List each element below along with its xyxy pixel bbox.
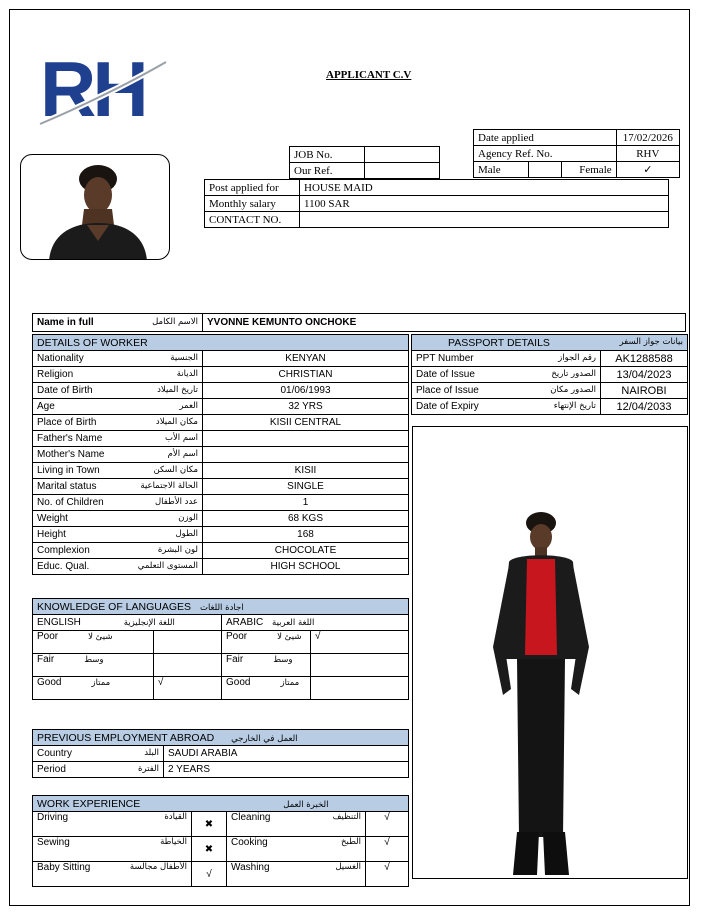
language-level-row (33, 654, 409, 677)
detail-value: KISII (294, 465, 317, 476)
passport-label-ar: رقم الجواز (558, 353, 596, 363)
level-label-2: Fair (226, 654, 244, 665)
arabic-mark-cell (311, 654, 409, 677)
passport-label-cell (412, 367, 601, 383)
detail-label: Date of Birth (37, 385, 93, 396)
experience-header: WORK EXPERIENCE (37, 797, 141, 810)
detail-label-ar: تاريخ الميلاد (157, 385, 198, 395)
level-label-ar: ممتاز (91, 678, 111, 688)
passport-value-cell (601, 383, 688, 399)
period-label-ar: الفترة (138, 764, 159, 774)
detail-label-cell (33, 447, 203, 463)
skill-label: Sewing (37, 837, 70, 848)
detail-value-cell (203, 447, 409, 463)
detail-label-ar: اسم الأب (164, 433, 198, 443)
details-row (33, 351, 409, 367)
document-title: APPLICANT C.V (326, 69, 412, 81)
skill-left-mark (192, 812, 227, 837)
detail-value: SINGLE (287, 481, 324, 492)
language-level-row (33, 631, 409, 654)
detail-value-cell (203, 479, 409, 495)
skill-label-ar: الطبخ (341, 837, 361, 847)
company-logo (38, 44, 168, 128)
name-label-ar: الاسم الكامل (152, 317, 198, 327)
details-row (33, 367, 409, 383)
details-header: DETAILS OF WORKER (33, 335, 409, 351)
post-table (204, 179, 669, 228)
detail-label-ar: الطول (175, 529, 198, 539)
arabic-level-cell (222, 654, 311, 677)
detail-label-cell (33, 351, 203, 367)
detail-label-ar: مكان السكن (153, 465, 198, 475)
detail-value-cell (203, 495, 409, 511)
passport-value-cell (601, 351, 688, 367)
passport-label-cell (412, 399, 601, 415)
detail-value: 32 YRS (288, 401, 323, 412)
detail-value: 1 (302, 497, 309, 508)
period-label: Period (37, 764, 66, 775)
skill-mark: √ (384, 862, 390, 873)
previous-header-ar: العمل في الخارجي (231, 733, 298, 744)
passport-label-ar: الصدور مكان (550, 385, 596, 395)
detail-label: Marital status (37, 481, 97, 492)
agency-ref-value: RHV (616, 146, 679, 162)
skill-mark: √ (206, 868, 212, 880)
detail-label-ar: الحالة الاجتماعية (140, 481, 198, 491)
country-label: Country (37, 748, 73, 759)
job-no-label: JOB No. (290, 147, 365, 163)
detail-value-cell (203, 543, 409, 559)
detail-label-ar: مكان الميلاد (155, 417, 198, 427)
skill-right-mark (366, 812, 409, 837)
monthly-salary-label: Monthly salary (205, 196, 300, 212)
male-box (529, 162, 562, 178)
arabic-level-mark: √ (315, 631, 321, 642)
detail-label-cell (33, 399, 203, 415)
passport-value: AK1288588 (615, 352, 673, 365)
skill-label-ar: الخياطة (160, 837, 187, 847)
arabic-level-cell (222, 677, 311, 700)
detail-value-cell (203, 383, 409, 399)
english-level-cell (33, 677, 154, 700)
details-row (33, 431, 409, 447)
passport-label-ar: الصدور تاريخ (551, 369, 596, 379)
period-value: 2 YEARS (164, 762, 409, 778)
skill-right-cell (227, 862, 366, 887)
passport-value: 13/04/2023 (616, 368, 672, 381)
english-mark-cell (153, 654, 221, 677)
level-label-ar: شيئ لا (277, 632, 302, 642)
skill-mark: √ (384, 812, 390, 823)
detail-value: CHRISTIAN (278, 369, 333, 380)
detail-value: 01/06/1993 (280, 385, 331, 396)
english-level-cell (33, 631, 154, 654)
agency-ref-label: Agency Ref. No. (474, 146, 617, 162)
country-value: SAUDI ARABIA (164, 746, 409, 762)
detail-label: Complexion (37, 545, 90, 556)
name-table (32, 313, 686, 332)
level-label-ar: ممتاز (280, 678, 300, 688)
job-ref-table (289, 146, 440, 179)
details-row (33, 511, 409, 527)
applicant-full-photo (412, 426, 688, 879)
date-applied-value: 17/02/2026 (616, 130, 679, 146)
previous-employment-table (32, 729, 409, 778)
detail-value-cell (203, 463, 409, 479)
female-label: Female (562, 162, 617, 178)
our-ref-value (365, 163, 440, 179)
skill-mark: ✖ (204, 818, 214, 830)
skill-label-ar: الغسيل (335, 862, 361, 872)
skill-label: Cooking (231, 837, 268, 848)
passport-value: NAIROBI (621, 384, 667, 397)
passport-value: 12/04/2033 (616, 400, 672, 413)
english-mark-cell (153, 677, 221, 700)
level-label-ar: شيئ لا (88, 632, 113, 642)
detail-label: Age (37, 401, 55, 412)
detail-value: 68 KGS (287, 513, 324, 524)
detail-label-cell (33, 511, 203, 527)
passport-label-cell (412, 351, 601, 367)
level-label: Fair (37, 654, 55, 665)
detail-label-ar: الجنسية (170, 353, 198, 363)
english-level-cell (33, 654, 154, 677)
skill-label-ar: القيادة (164, 812, 187, 822)
detail-label-ar: الوزن (178, 513, 198, 523)
skill-left-cell (33, 812, 192, 837)
detail-value-cell (203, 399, 409, 415)
skill-label: Driving (37, 812, 69, 823)
arabic-label-ar: اللغة العربية (272, 618, 315, 628)
detail-value: HIGH SCHOOL (270, 561, 341, 572)
passport-value-cell (601, 367, 688, 383)
detail-label-cell (33, 527, 203, 543)
passport-label: Place of Issue (416, 385, 479, 396)
detail-label-cell (33, 543, 203, 559)
job-no-value (365, 147, 440, 163)
english-mark-cell (153, 631, 221, 654)
passport-label: Date of Issue (416, 369, 475, 380)
details-row (33, 399, 409, 415)
english-level-mark: √ (157, 677, 164, 688)
detail-label-ar: اسم الأم (167, 449, 198, 459)
applicant-headshot (20, 154, 170, 260)
application-info-table (473, 129, 680, 178)
languages-header: KNOWLEDGE OF LANGUAGES (37, 600, 192, 613)
detail-value-cell (203, 351, 409, 367)
details-row (33, 383, 409, 399)
passport-label: Date of Expiry (416, 401, 479, 412)
passport-value-cell (601, 399, 688, 415)
work-experience-table (32, 795, 409, 887)
detail-value-cell (203, 511, 409, 527)
skill-left-cell (33, 837, 192, 862)
passport-row (412, 367, 688, 383)
arabic-mark-cell (311, 631, 409, 654)
contact-no-value (300, 212, 669, 228)
post-applied-value: HOUSE MAID (300, 180, 669, 196)
level-label: Good (37, 677, 62, 688)
experience-row (33, 837, 409, 862)
level-label-ar: وسط (273, 655, 293, 665)
experience-header-ar: الخبرة العمل (283, 799, 329, 810)
detail-label-ar: المستوى التعلمي (137, 561, 198, 571)
level-label-2: Poor (226, 631, 248, 642)
detail-label: Educ. Qual. (37, 561, 90, 572)
detail-label: Place of Birth (37, 417, 97, 428)
detail-label: No. of Children (37, 497, 104, 508)
detail-label-cell (33, 479, 203, 495)
details-row (33, 447, 409, 463)
languages-header-ar: اجادة اللغات (199, 602, 244, 613)
level-label: Poor (37, 631, 59, 642)
country-label-ar: البلد (144, 748, 159, 758)
details-row (33, 527, 409, 543)
skill-right-cell (227, 837, 366, 862)
passport-row (412, 383, 688, 399)
detail-value-cell (203, 415, 409, 431)
level-label-ar: وسط (84, 655, 104, 665)
svg-text:RH: RH (40, 45, 145, 128)
detail-label: Mother's Name (37, 449, 105, 460)
female-checkmark: ✓ (616, 162, 679, 178)
english-label-ar: اللغة الإنجليزية (123, 618, 175, 628)
skill-right-cell (227, 812, 366, 837)
passport-header-ar: بيانات جواز السفر (619, 336, 683, 347)
date-applied-label: Date applied (474, 130, 617, 146)
detail-label-cell (33, 415, 203, 431)
language-level-row (33, 677, 409, 700)
arabic-level-cell (222, 631, 311, 654)
skill-right-mark (366, 837, 409, 862)
skill-label-ar: التنظيف (332, 812, 361, 822)
our-ref-label: Our Ref. (290, 163, 365, 179)
details-row (33, 543, 409, 559)
passport-label-cell (412, 383, 601, 399)
passport-header: PASSPORT DETAILS (448, 336, 550, 349)
detail-label: Nationality (37, 353, 84, 364)
detail-label-cell (33, 431, 203, 447)
previous-header: PREVIOUS EMPLOYMENT ABROAD (37, 731, 215, 744)
detail-value-cell (203, 559, 409, 575)
worker-details-table (32, 334, 409, 575)
details-row (33, 559, 409, 575)
male-label: Male (474, 162, 529, 178)
detail-label-cell (33, 495, 203, 511)
details-row (33, 463, 409, 479)
post-applied-label: Post applied for (205, 180, 300, 196)
skill-label: Washing (231, 862, 270, 873)
skill-mark: ✖ (204, 843, 214, 855)
skill-label-ar: الأطفال مجالسة (129, 862, 187, 872)
skill-left-cell (33, 862, 192, 887)
detail-label-ar: العمر (179, 401, 198, 411)
detail-label-cell (33, 367, 203, 383)
skill-label: Baby Sitting (37, 862, 91, 873)
english-label: ENGLISH (37, 617, 81, 628)
skill-right-mark (366, 862, 409, 887)
details-row (33, 415, 409, 431)
monthly-salary-value: 1100 SAR (300, 196, 669, 212)
arabic-label: ARABIC (226, 617, 264, 628)
languages-table (32, 598, 409, 700)
detail-value: CHOCOLATE (274, 545, 337, 556)
experience-row (33, 862, 409, 887)
detail-value-cell (203, 527, 409, 543)
name-label: Name in full (37, 317, 94, 328)
skill-label: Cleaning (231, 812, 271, 823)
passport-label-ar: تاريخ الإنتهاء (553, 401, 596, 411)
detail-value-cell (203, 367, 409, 383)
arabic-mark-cell (311, 677, 409, 700)
skill-left-mark (192, 837, 227, 862)
contact-no-label: CONTACT NO. (205, 212, 300, 228)
detail-label: Religion (37, 369, 74, 380)
detail-label: Father's Name (37, 433, 103, 444)
detail-label: Weight (37, 513, 68, 524)
passport-label: PPT Number (416, 353, 474, 364)
details-row (33, 479, 409, 495)
full-name-value: YVONNE KEMUNTO ONCHOKE (203, 314, 686, 332)
detail-label-cell (33, 383, 203, 399)
detail-label-ar: لون البشرة (157, 545, 198, 555)
detail-value: KENYAN (285, 353, 326, 364)
detail-label: Height (37, 529, 66, 540)
detail-label-cell (33, 463, 203, 479)
details-row (33, 495, 409, 511)
passport-row (412, 399, 688, 415)
detail-label-cell (33, 559, 203, 575)
level-label-2: Good (226, 677, 251, 688)
detail-label-ar: عدد الأطفال (154, 497, 198, 507)
passport-details-table (411, 334, 688, 415)
detail-value-cell (203, 431, 409, 447)
detail-value: 168 (297, 529, 314, 540)
detail-label-ar: الديانة (176, 369, 198, 379)
skill-mark: √ (384, 837, 390, 848)
detail-value: KISII CENTRAL (269, 417, 342, 428)
skill-left-mark (192, 862, 227, 887)
detail-label: Living in Town (37, 465, 100, 476)
passport-row (412, 351, 688, 367)
experience-row (33, 812, 409, 837)
